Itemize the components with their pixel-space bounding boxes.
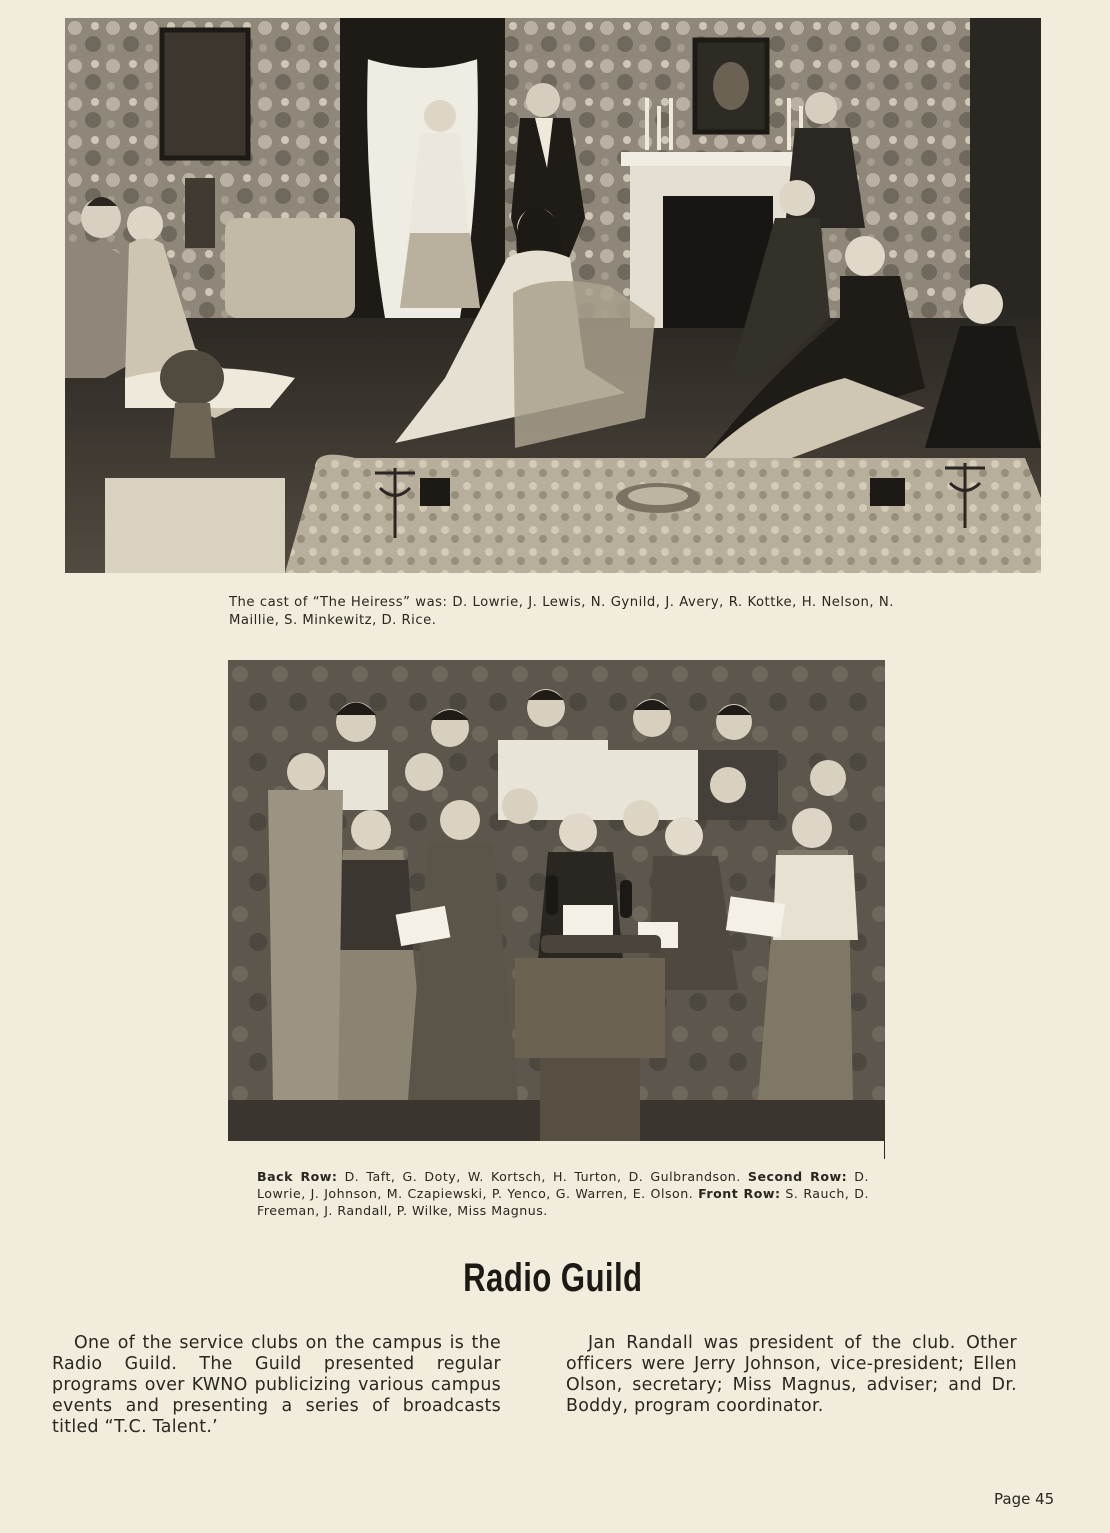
page-number: Page 45 [994, 1490, 1055, 1508]
heiress-caption: The cast of “The Heiress” was: D. Lowrie, J. Lewis, N. Gynild, J. Avery, R. Kottke, H. Nelson, N. Maillie, S. Minkewitz, D. Rice. [229, 595, 894, 628]
front-row-label: Front Row: [698, 1186, 781, 1201]
heiress-stage-photo [65, 18, 1041, 573]
second-row-names: D. Lowrie, J. Johnson, M. Czapiewski, P. Yenco, G. Warren, E. Olson. [257, 1169, 869, 1201]
body-text-left: One of the service clubs on the campus is the Radio Guild. The Guild presented regular programs over KWNO publicizing various campus events and presenting a series of broadcasts titled “T.C. Talent.’ [52, 1333, 501, 1437]
group-photo-illustration [228, 660, 885, 1141]
radio-guild-caption [257, 1168, 869, 1219]
back-row-names: D. Taft, G. Doty, W. Kortsch, H. Turton, D. Gulbrandson. [337, 1169, 748, 1184]
page-title: Radio Guild [463, 1256, 643, 1300]
body-text-right: Jan Randall was president of the club. Other officers were Jerry Johnson, vice-president; Ellen Olson, secretary; Miss Magnus, adviser; and Dr. Boddy, program coordinator. [566, 1333, 1017, 1416]
front-row-names: S. Rauch, D. Freeman, J. Randall, P. Wilke, Miss Magnus. [257, 1186, 869, 1218]
radio-guild-group-photo [228, 660, 885, 1141]
stage-scene-illustration [65, 18, 1041, 573]
back-row-label: Back Row: [257, 1169, 338, 1184]
second-row-label: Second Row: [747, 1169, 848, 1184]
photo-edge-line [884, 1141, 885, 1159]
